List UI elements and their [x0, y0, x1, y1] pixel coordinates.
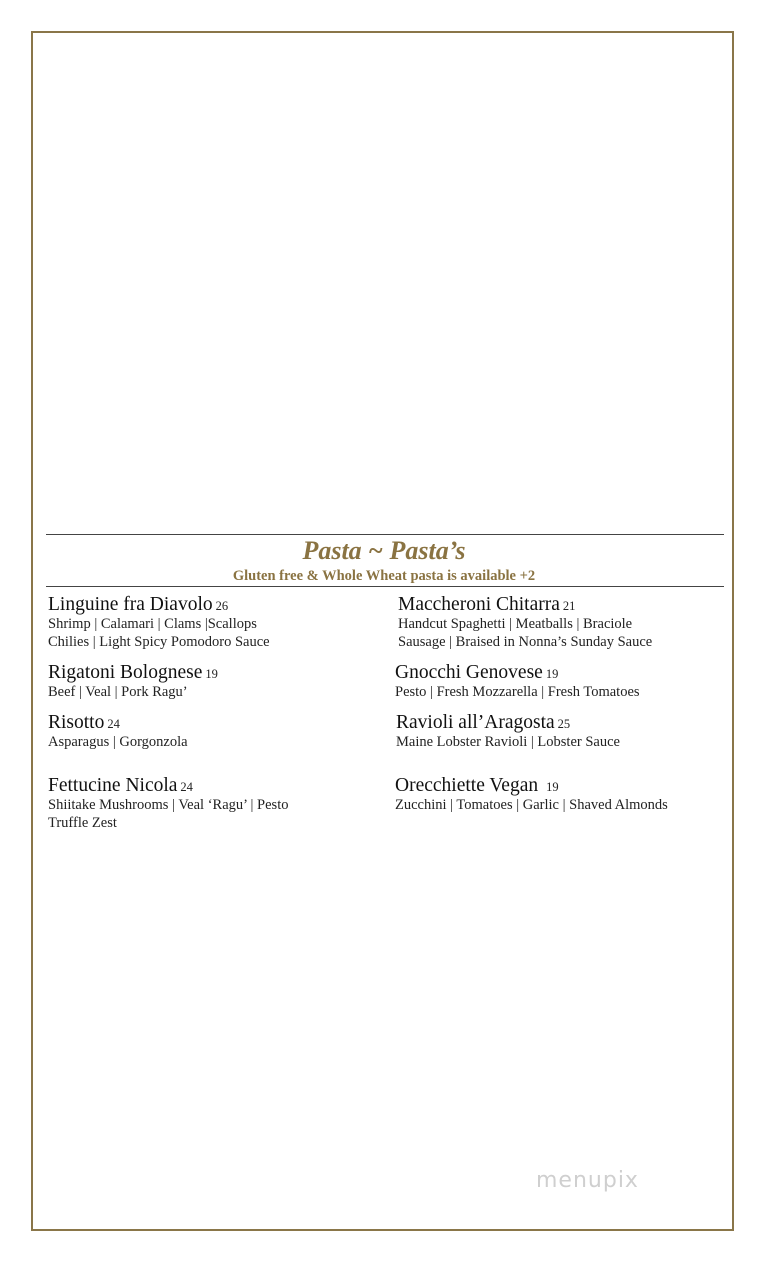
item-price: 25	[557, 717, 571, 731]
item-desc-line: Shrimp | Calamari | Clams |Scallops	[48, 616, 257, 632]
item-price: 26	[215, 599, 229, 613]
item-name: Fettucine Nicola	[48, 775, 178, 796]
item-desc-line: Truffle Zest	[48, 814, 117, 831]
item-desc-line: Sausage | Braised in Nonna’s Sunday Sauce	[398, 633, 653, 650]
item-price: 19	[545, 667, 559, 681]
item-name: Risotto	[48, 712, 105, 733]
section-title: Pasta ~ Pasta’s	[302, 536, 466, 565]
item-price: 19	[205, 667, 218, 681]
item-desc-line: Pesto | Fresh Mozzarella | Fresh Tomatoes	[395, 684, 640, 700]
watermark-logo: menupix	[536, 1168, 639, 1193]
menu-item-gnocchi-genovese	[395, 662, 640, 702]
item-name: Rigatoni Bolognese	[48, 662, 203, 683]
item-desc-line: Shiitake Mushrooms | Veal ‘Ragu’ | Pesto	[48, 797, 289, 813]
section-note: Gluten free & Whole Wheat pasta is available +2	[232, 568, 536, 584]
item-name: Orecchiette Vegan	[395, 775, 539, 796]
item-name: Ravioli all’Aragosta	[396, 712, 555, 733]
item-price: 21	[562, 599, 576, 613]
item-desc-line: Beef | Veal | Pork Ragu’	[48, 684, 188, 700]
item-price: 24	[107, 717, 120, 731]
item-desc-line: Handcut Spaghetti | Meatballs | Braciole	[398, 616, 633, 632]
menu-item-rigatoni-bolognese	[48, 662, 218, 702]
item-desc-line: Maine Lobster Ravioli | Lobster Sauce	[396, 734, 620, 750]
section-bottom-rule	[46, 586, 724, 587]
menu-item-ravioli-all-aragosta	[396, 712, 620, 752]
item-name: Gnocchi Genovese	[395, 662, 543, 683]
item-name: Maccheroni Chitarra	[398, 594, 560, 615]
section-top-rule	[46, 534, 724, 535]
item-price: 19	[546, 780, 559, 794]
item-desc-line: Chilies | Light Spicy Pomodoro Sauce	[48, 633, 270, 650]
menu-item-risotto	[48, 712, 188, 752]
item-desc-line: Asparagus | Gorgonzola	[48, 734, 188, 750]
menu-item-orecchiette-vegan	[395, 775, 668, 815]
item-desc-line: Zucchini | Tomatoes | Garlic | Shaved Almonds	[395, 797, 668, 813]
menu-item-linguine-fra-diavolo	[48, 594, 270, 651]
item-price: 24	[180, 780, 193, 794]
menu-item-maccheroni-chitarra	[398, 594, 652, 651]
menu-item-fettucine-nicola	[48, 775, 288, 832]
item-name: Linguine fra Diavolo	[48, 594, 213, 615]
